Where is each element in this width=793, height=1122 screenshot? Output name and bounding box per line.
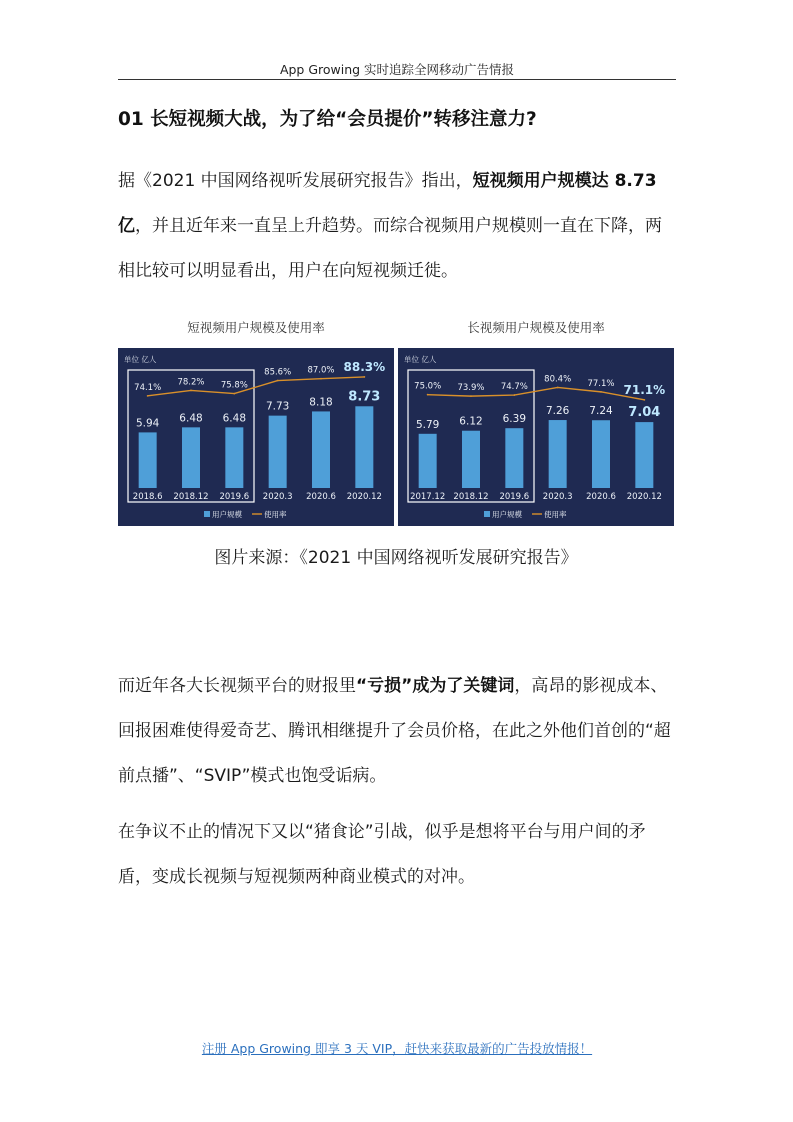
usage-rate-label: 74.1%: [134, 382, 162, 393]
paragraph-bold: 短视频用户规模达 8.73 亿: [118, 171, 657, 236]
chart-title: 长视频用户规模及使用率: [467, 320, 605, 335]
usage-rate-label: 80.4%: [544, 374, 572, 385]
paragraph-bold: “亏损”成为了关键词: [356, 676, 515, 696]
x-tick-label: 2018.12: [173, 492, 209, 502]
x-tick-label: 2018.12: [453, 492, 489, 502]
usage-rate-point: [557, 387, 559, 389]
bar: [269, 416, 287, 488]
usage-rate-label: 78.2%: [177, 377, 205, 388]
usage-rate-label: 71.1%: [623, 382, 666, 397]
long-video-chart-plot: [398, 348, 674, 526]
bar: [355, 406, 373, 488]
bar-value-label: 6.48: [222, 412, 247, 425]
paragraph-losses: [118, 664, 678, 799]
bar: [419, 434, 437, 488]
usage-rate-label: 88.3%: [343, 359, 386, 374]
bar-value-label: 5.94: [135, 417, 160, 430]
usage-rate-point: [233, 393, 235, 395]
paragraph-text: 据《2021 中国网络视听发展研究报告》指出，: [118, 171, 473, 191]
usage-rate-point: [643, 399, 645, 401]
bar-value-label: 6.48: [179, 412, 203, 425]
usage-rate-point: [427, 394, 429, 396]
bar-value-label: 7.73: [265, 400, 290, 413]
usage-rate-point: [320, 378, 322, 380]
usage-rate-label: 77.1%: [587, 378, 615, 389]
usage-rate-label: 75.8%: [220, 380, 248, 391]
bar: [312, 411, 330, 488]
short-video-chart-plot: [118, 348, 394, 526]
usage-rate-point: [363, 376, 365, 378]
bar: [139, 432, 157, 488]
bar: [592, 420, 610, 488]
usage-rate-point: [600, 391, 602, 393]
bar-value-label: 7.04: [628, 405, 661, 421]
paragraph-text: ，并且近年来一直呈上升趋势。而综合视频用户规模则一直在下降，两相比较可以明显看出，用户在向短视频迁徙。: [118, 216, 662, 281]
paragraph-text: ，高昂的影视成本、回报困难使得爱奇艺、腾讯相继提升了会员价格，在此之外他们首创的“超前点播”、“SVIP”模式也饱受诟病。: [118, 676, 671, 786]
usage-rate-label: 73.9%: [457, 383, 485, 394]
chart-unit-label: 单位 亿人: [124, 355, 157, 364]
usage-rate-label: 85.6%: [264, 367, 292, 378]
x-tick-label: 2017.12: [410, 492, 446, 502]
legend-swatch-bar: [204, 511, 210, 517]
usage-rate-point: [147, 395, 149, 397]
bar-value-label: 6.12: [459, 415, 483, 428]
usage-rate-point: [277, 380, 279, 382]
legend-label: 用户规模: [212, 510, 242, 519]
bar: [505, 428, 523, 488]
short-video-chart: [118, 318, 394, 519]
x-tick-label: 2020.12: [626, 492, 662, 502]
chart-unit-label: 单位 亿人: [404, 355, 437, 364]
legend-label: 使用率: [264, 510, 287, 519]
legend-label: 使用率: [544, 510, 567, 519]
x-tick-label: 2019.6: [219, 492, 250, 502]
bar-value-label: 5.79: [415, 418, 440, 431]
x-tick-label: 2020.12: [346, 492, 382, 502]
bar: [549, 420, 567, 488]
bar: [225, 427, 243, 488]
bar: [462, 431, 480, 488]
bar-value-label: 7.26: [545, 405, 570, 418]
bar-value-label: 6.39: [502, 413, 527, 426]
legend-label: 用户规模: [492, 510, 522, 519]
long-video-chart: [398, 318, 674, 519]
header-divider: [118, 79, 676, 80]
bar: [182, 427, 200, 488]
x-tick-label: 2020.6: [306, 492, 336, 502]
page-header: App Growing 实时追踪全网移动广告情报: [279, 62, 515, 77]
bar: [635, 422, 653, 488]
bar-value-label: 8.18: [309, 396, 333, 409]
x-tick-label: 2020.3: [542, 492, 573, 502]
section-heading: 01 长短视频大战，为了给“会员提价”转移注意力?: [118, 109, 537, 130]
paragraph-text: 而近年各大长视频平台的财报里: [118, 676, 356, 696]
usage-rate-point: [190, 390, 192, 392]
bar-value-label: 8.73: [348, 389, 381, 405]
usage-rate-point: [470, 395, 472, 397]
x-tick-label: 2019.6: [499, 492, 530, 502]
usage-rate-label: 75.0%: [414, 381, 442, 392]
paragraph-conflict: 在争议不止的情况下又以“猪食论”引战，似乎是想将平台与用户间的矛盾，变成长视频与短视频两种商业模式的对冲。: [118, 822, 646, 887]
chart-title: 短视频用户规模及使用率: [187, 320, 325, 335]
usage-rate-label: 74.7%: [500, 382, 528, 393]
footer-register-link[interactable]: 注册 App Growing 即享 3 天 VIP，赶快来获取最新的广告投放情报！: [201, 1041, 593, 1056]
x-tick-label: 2020.3: [262, 492, 293, 502]
usage-rate-point: [513, 394, 515, 396]
paragraph-user-scale: [118, 159, 678, 294]
x-tick-label: 2018.6: [132, 492, 163, 502]
image-caption: 图片来源：《2021 中国网络视听发展研究报告》: [214, 548, 578, 568]
bar-value-label: 7.24: [589, 405, 613, 418]
x-tick-label: 2020.6: [586, 492, 616, 502]
usage-rate-label: 87.0%: [307, 365, 335, 376]
legend-swatch-bar: [484, 511, 490, 517]
